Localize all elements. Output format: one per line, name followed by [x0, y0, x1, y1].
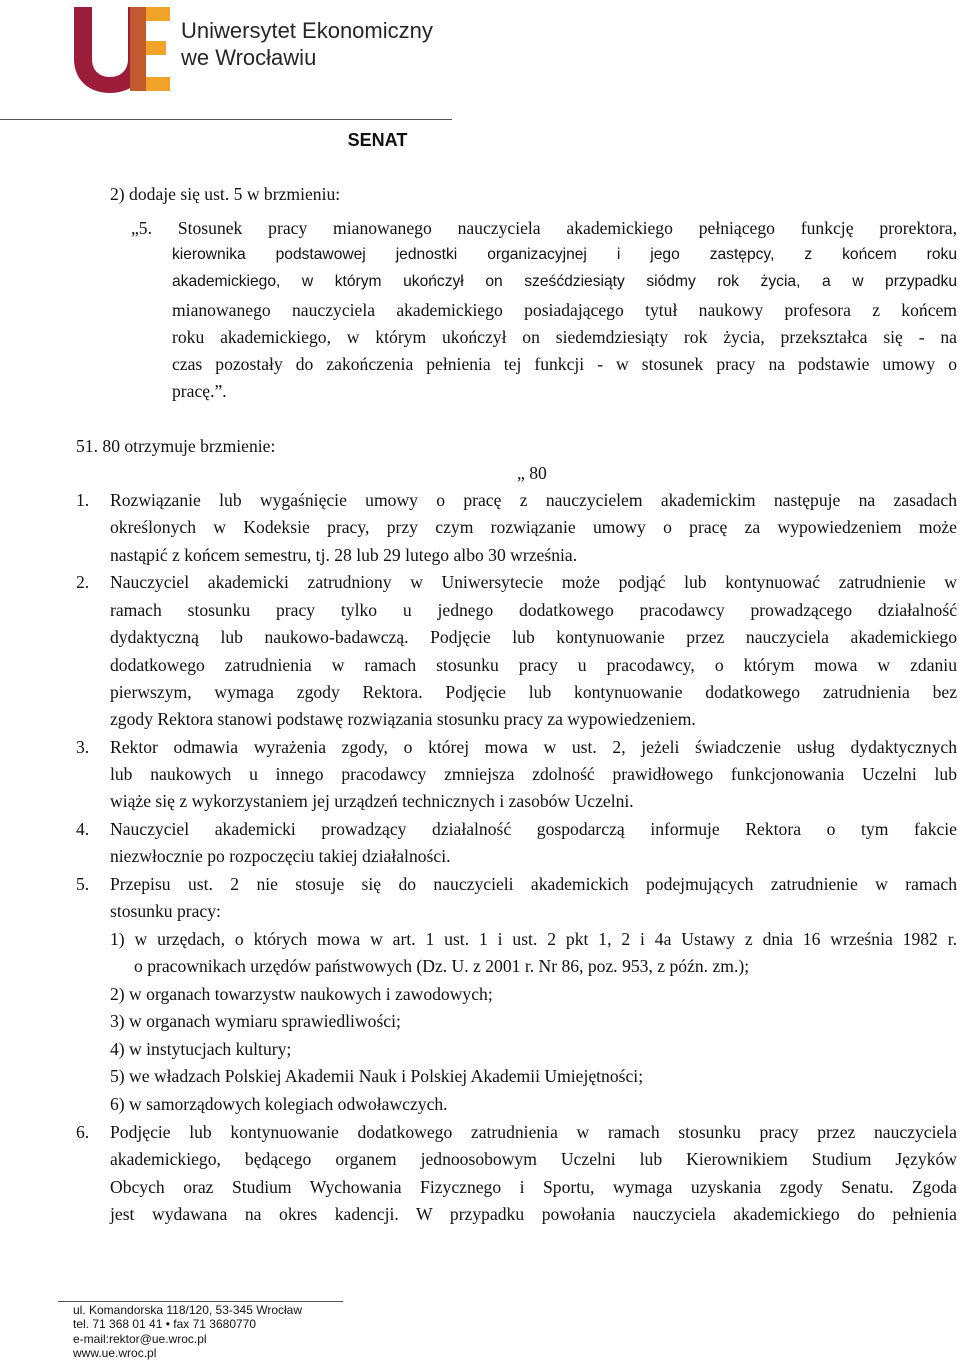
footer-address: ul. Komandorska 118/120, 53-345 Wrocław: [73, 1303, 303, 1317]
text-line: Rektor odmawia wyrażenia zgody, o której mowa w ust. 2, jeżeli świadczenie usług dydaktycznych: [110, 737, 957, 757]
text-line: wiąże się z wykorzystaniem jej urządzeń technicznych i zasobów Uczelni.: [110, 791, 634, 811]
text-line: dodatkowego zatrudnienia w ramach stosunku pracy u pracodawcy, o którym mowa w zdaniu: [110, 655, 957, 675]
text-line: określonych w Kodeksie pracy, przy czym rozwiązanie umowy o pracę za wypowiedzeniem może: [110, 517, 957, 537]
document-heading: SENAT: [347, 130, 408, 150]
text-line: dydaktyczną lub naukowo-badawczą. Podjęcie lub kontynuowanie przez nauczyciela akademickiego: [110, 627, 957, 647]
item-number: 1.: [76, 490, 90, 510]
university-name: [181, 17, 433, 71]
item-number: 4.: [76, 819, 90, 839]
text-line: Nauczyciel akademicki zatrudniony w Uniwersytecie może podjąć lub kontynuować zatrudnienie w: [110, 572, 957, 592]
text-line: akademickiego, w którym ukończył on sześćdziesiąty siódmy rok życia, a w przypadku: [172, 273, 957, 290]
text-line: 51. 80 otrzymuje brzmienie:: [76, 436, 276, 456]
footer-website: www.ue.wroc.pl: [73, 1345, 157, 1360]
item-number: 2.: [76, 572, 90, 592]
text-line: pierwszym, wymaga zgody Rektora. Podjęcie lub kontynuowanie dodatkowego zatrudnienia bez: [110, 682, 957, 702]
text-line: pracę.”.: [172, 381, 227, 401]
text-line: jest wydawana na okres kadencji. W przypadku powołania nauczyciela akademickiego do pełnienia: [110, 1204, 957, 1224]
item-number: 5.: [76, 874, 90, 894]
university-name-line1: Uniwersytet Ekonomiczny: [181, 18, 433, 43]
footer-phone: tel. 71 368 01 41 • fax 71 3680770: [73, 1317, 257, 1332]
header-divider: [0, 119, 452, 120]
university-name-line2: we Wrocławiu: [181, 45, 317, 70]
text-line: akademickiego, będącego organem jednoosobowym Uczelni lub Kierownikiem Studium Języków: [110, 1149, 957, 1169]
text-line: 1) w urzędach, o których mowa w art. 1 ust. 1 i ust. 2 pkt 1, 2 i 4a Ustawy z dnia 16 września 1982 r.: [110, 929, 957, 949]
text-line: „5. Stosunek pracy mianowanego nauczyciela akademickiego pełniącego funkcję prorektora,: [131, 218, 957, 238]
footer-divider: [58, 1301, 343, 1302]
text-line: niezwłocznie po rozpoczęciu takiej działalności.: [110, 846, 451, 866]
text-line: Podjęcie lub kontynuowanie dodatkowego zatrudnienia w ramach stosunku pracy przez nauczyciela: [110, 1122, 957, 1142]
text-line: roku akademickiego, w którym ukończył on siedemdziesiąty rok życia, przekształca się - na: [172, 327, 957, 347]
footer-contact: [73, 1303, 302, 1360]
text-line: 4) w instytucjach kultury;: [110, 1039, 292, 1059]
text-line: nastąpić z końcem semestru, tj. 28 lub 29 lutego albo 30 września.: [110, 545, 578, 565]
text-line: 3) w organach wymiaru sprawiedliwości;: [110, 1011, 401, 1031]
text-line: zgody Rektora stanowi podstawę rozwiązania stosunku pracy za wypowiedzeniem.: [110, 709, 696, 729]
text-line: Rozwiązanie lub wygaśnięcie umowy o pracę z nauczycielem akademickim następuje na zasadach: [110, 490, 957, 510]
text-line: „ 80: [517, 463, 547, 483]
text-line: 5) we władzach Polskiej Akademii Nauk i Polskiej Akademii Umiejętności;: [110, 1066, 644, 1086]
text-line: Przepisu ust. 2 nie stosuje się do nauczycieli akademickich podejmujących zatrudnienie w ramach: [110, 874, 957, 894]
text-line: mianowanego nauczyciela akademickiego posiadającego tytuł naukowy profesora z końcem: [172, 300, 957, 320]
text-line: 2) w organach towarzystw naukowych i zawodowych;: [110, 984, 493, 1004]
text-line: lub naukowych u innego pracodawcy zmniejsza zdolność prawidłowego funkcjonowania Uczelni lub: [110, 764, 957, 784]
text-line: Nauczyciel akademicki prowadzący działalność gospodarczą informuje Rektora o tym fakcie: [110, 819, 957, 839]
university-logo: [72, 5, 172, 93]
text-line: stosunku pracy:: [110, 901, 221, 921]
text-line: Obcych oraz Studium Wychowania Fizycznego i Sportu, wymaga uzyskania zgody Senatu. Zgoda: [110, 1177, 957, 1197]
text-line: 6) w samorządowych kolegiach odwoławczych.: [110, 1094, 448, 1114]
text-line: czas pozostały do zakończenia pełnienia tej funkcji - w stosunek pracy na podstawie umowy o: [172, 354, 957, 374]
footer-email: e-mail:rektor@ue.wroc.pl: [73, 1331, 207, 1346]
text-line: 2) dodaje się ust. 5 w brzmieniu:: [110, 184, 341, 204]
text-line: o pracownikach urzędów państwowych (Dz. U. z 2001 r. Nr 86, poz. 953, z późn. zm.);: [134, 956, 750, 976]
text-line: ramach stosunku pracy tylko u jednego dodatkowego pracodawcy prowadzącego działalność: [110, 600, 957, 620]
item-number: 3.: [76, 737, 90, 757]
text-line: kierownika podstawowej jednostki organizacyjnej i jego zastępcy, z końcem roku: [172, 246, 957, 263]
item-number: 6.: [76, 1122, 90, 1142]
